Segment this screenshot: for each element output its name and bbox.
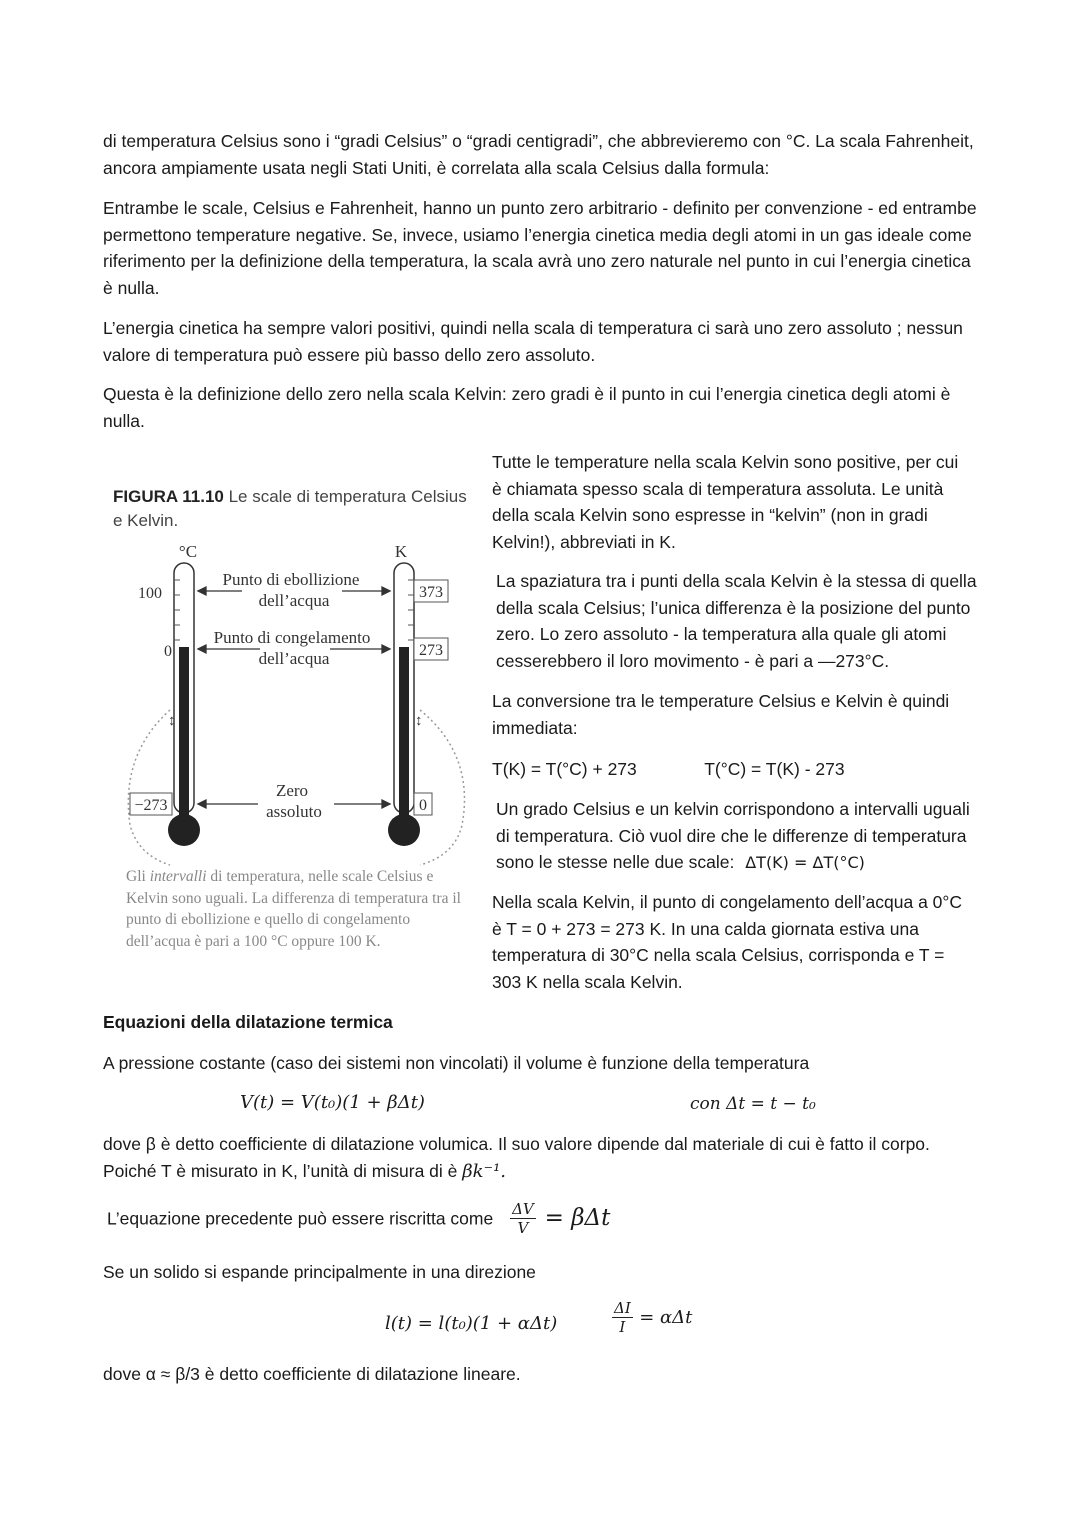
celsius-thermometer-bulb: [168, 814, 200, 846]
paragraph-linear-expansion: Se un solido si espande principalmente in una direzione: [103, 1262, 536, 1282]
paragraph-arbitrary-zero: Entrambe le scale, Celsius e Fahrenheit, hanno un punto zero arbitrario - definito per convenzione - ed entrambe permettono temperature negative. Se, invece, usiamo l’energia cinetica media degli atomi in un gas ideale come riferimento per la definizione della temperatura, la scala avrà uno zero naturale nel punto in cui l’energia cinetica è nulla.: [103, 198, 977, 298]
section-heading: Equazioni della dilatazione termica: [103, 1012, 393, 1032]
paragraph-equal-intervals: Un grado Celsius e un kelvin corrispondono a intervalli uguali di temperatura. Ciò vuol dire che le differenze di temperatura sono le stesse nelle due scale: ΔT(K) = ΔT(°C): [496, 799, 970, 872]
paragraph-absolute-zero: L’energia cinetica ha sempre valori positivi, quindi nella scala di temperatura ci sarà uno zero assoluto ; nessun valore di temperatura può essere più basso dello zero assoluto.: [103, 318, 963, 365]
zero-label-line2: assoluto: [266, 802, 322, 821]
celsius-0-label: 0: [164, 643, 172, 660]
kelvin-thermometer-mercury: [399, 647, 409, 827]
equation-delta-t: con Δt = t − t₀: [690, 1094, 816, 1114]
kelvin-thermometer-bulb: [388, 814, 420, 846]
celsius-thermometer-mercury: [179, 647, 189, 827]
conversion-formulas: [492, 756, 992, 783]
dashed-arc-left: [128, 710, 170, 865]
paragraph-conversion: La conversione tra le temperature Celsius e Kelvin è quindi immediata:: [492, 691, 950, 738]
boil-label-line2: dell’acqua: [258, 591, 330, 610]
celsius-neg-label: −273: [134, 797, 168, 814]
fraction-delta-l-rhs: = αΔt: [639, 1307, 693, 1328]
paragraph-kelvin-spacing: La spaziatura tra i punti della scala Kelvin è la stessa di quella della scala Celsius; l’unica differenza è la posizione del punto zero. Lo zero assoluto - la temperatura alla quale gli atomi cesserebbero il loro movimento - è pari a —273°C.: [496, 571, 977, 671]
formula-kelvin: T(K) = T(°C) + 273: [492, 759, 637, 779]
kelvin-down-arrow-icon: ↕: [415, 713, 423, 729]
kelvin-unit-label: K: [394, 542, 408, 561]
equation-volume: V(t) = V(t₀)(1 + βΔt): [240, 1092, 425, 1113]
fraction-delta-l: $\frac{\Delta I}{I}$: [614, 1299, 631, 1336]
figure-caption: Gli intervalli di temperatura, nelle scale Celsius e Kelvin sono uguali. La differenza di temperatura tra il punto di ebollizione e quello di congelamento dell’acqua è pari a 100 °C oppure 100 K.: [126, 868, 461, 950]
formula-delta-t: ΔT(K) = ΔT(°C): [745, 853, 865, 872]
figure-title: [113, 485, 473, 533]
fraction-delta-v-rhs: = βΔt: [544, 1205, 611, 1232]
celsius-100-label: 100: [138, 585, 162, 602]
equation-rewrite-row: L’equazione precedente può essere riscritta come $\frac{\Delta V}{V}$ = βΔt: [107, 1200, 611, 1237]
figure-title-text: Le scale di temperatura Celsius e Kelvin.: [113, 487, 467, 530]
equation-linear-fraction-row: [612, 1299, 692, 1336]
dashed-arc-right: [420, 710, 464, 865]
paragraph-kelvin-positive: Tutte le temperature nella scala Kelvin sono positive, per cui è chiamata spesso scala di temperatura assoluta. Le unità della scala Kelvin sono espresse in “kelvin” (non in gradi Kelvin!), abbreviati in K.: [492, 452, 959, 552]
celsius-down-arrow-icon: ↕: [168, 713, 176, 729]
kelvin-273-label: 273: [419, 642, 443, 659]
thermometer-figure: [110, 535, 480, 870]
kelvin-0-label: 0: [419, 797, 427, 814]
equation-linear: l(t) = l(t₀)(1 + αΔt): [385, 1313, 558, 1334]
freeze-label-line2: dell’acqua: [258, 649, 330, 668]
freeze-label-line1: Punto di congelamento: [213, 628, 371, 647]
paragraph-linear-coefficient: dove α ≈ β/3 è detto coefficiente di dilatazione lineare.: [103, 1364, 521, 1384]
formula-celsius: T(°C) = T(K) - 273: [704, 759, 845, 779]
paragraph-constant-pressure: A pressione costante (caso dei sistemi non vincolati) il volume è funzione della temperatura: [103, 1053, 810, 1073]
boil-label-line1: Punto di ebollizione: [222, 570, 360, 589]
fraction-delta-v: $\frac{\Delta V}{V}$: [512, 1200, 534, 1237]
paragraph-intro: di temperatura Celsius sono i “gradi Celsius” o “gradi centigradi”, che abbrevieremo con °C. La scala Fahrenheit, ancora ampiamente usata negli Stati Uniti, è correlata alla scala Celsius dalla formula:: [103, 131, 974, 178]
paragraph-kelvin-example: Nella scala Kelvin, il punto di congelamento dell’acqua a 0°C è T = 0 + 273 = 273 K. In una calda giornata estiva una temperatura di 30°C nella scala Celsius, corrisponda e T = 303 K nella scala Kelvin.: [492, 892, 963, 992]
celsius-unit-label: °C: [178, 542, 198, 561]
unit-beta: βk⁻¹.: [462, 1160, 507, 1182]
figure-label: FIGURA 11.10: [113, 487, 224, 506]
paragraph-volumetric-coefficient: dove β è detto coefficiente di dilatazione volumica. Il suo valore dipende dal materiale di cui è fatto il corpo. Poiché T è misurato in K, l’unità di misura di è βk⁻¹.: [103, 1134, 930, 1182]
paragraph-kelvin-definition: Questa è la definizione dello zero nella scala Kelvin: zero gradi è il punto in cui l’energia cinetica degli atomi è nulla.: [103, 384, 951, 431]
zero-label-line1: Zero: [275, 781, 309, 800]
kelvin-373-label: 373: [419, 584, 443, 601]
